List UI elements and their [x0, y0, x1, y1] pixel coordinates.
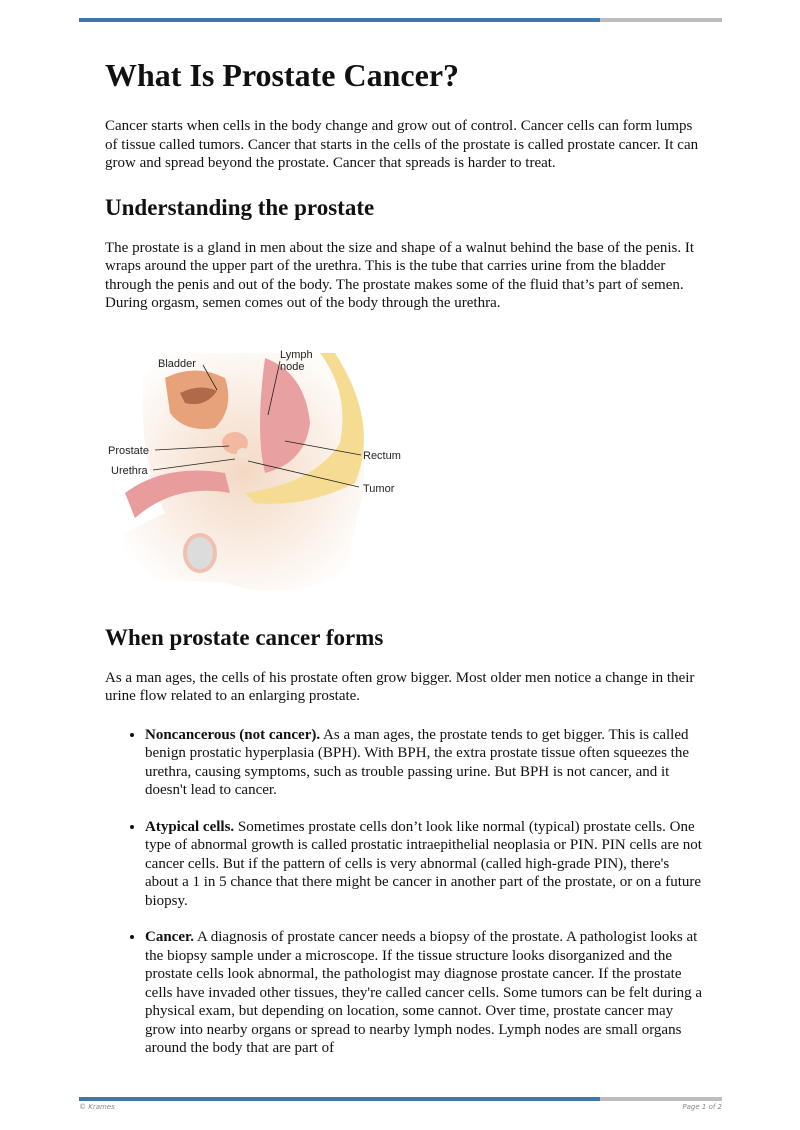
label-urethra: Urethra	[111, 464, 148, 477]
intro-paragraph: Cancer starts when cells in the body change and grow out of control. Cancer cells can form lumps of tissue called tumors. Cancer that starts in the cells of the prostate is called prostate cancer. It can grow and spread beyond the prostate. Cancer that spreads is harder to treat.	[105, 118, 699, 171]
list-item-term: Cancer.	[145, 929, 195, 945]
page-title: What Is Prostate Cancer?	[105, 57, 460, 93]
footer-page-number: Page 1 of 2	[682, 1103, 722, 1111]
list-item-term: Noncancerous (not cancer).	[145, 726, 321, 743]
label-prostate: Prostate	[108, 444, 149, 457]
top-progress-fill	[79, 18, 600, 22]
section-paragraph-understanding: The prostate is a gland in men about the size and shape of a walnut behind the base of the penis. It wraps around the upper part of the urethra. This is the tube that carries urine from the bladder through the penis and out of the body. The prostate makes some of the fluid that’s part of semen. During orgasm, semen comes out of the body through the urethra.	[105, 239, 694, 311]
section-paragraph-when-forms: As a man ages, the cells of his prostate often grow bigger. Most older men notice a change in their urine flow related to an enlarging prostate.	[105, 669, 695, 704]
list-item-atypical	[145, 818, 705, 911]
list-item-cancer	[145, 928, 705, 1058]
anatomy-svg	[105, 333, 405, 603]
section-heading-when-forms: When prostate cancer forms	[105, 624, 384, 650]
label-lymph: Lymph	[280, 348, 313, 361]
testis-shape	[185, 535, 215, 571]
list-item-text: A diagnosis of prostate cancer needs a biopsy of the prostate. A pathologist looks at the biopsy sample under a microscope. If the tissue structure looks disorganized and the prostate cells look abnormal, the pathologist may diagnose prostate cancer. If the prostate cells have invaded other tissues, they're called cancer cells. Some tumors can be felt during a physical exam, but depending on location, some cannot. Over time, prostate cancer may grow into nearby organs or spread to nearby lymph nodes. Lymph nodes are small organs around the body that are part of	[145, 929, 703, 1056]
top-progress-bar	[79, 18, 722, 22]
list-item-text: Sometimes prostate cells don’t look like normal (typical) prostate cells. One type of abnormal growth is called prostatic intraepithelial neoplasia or PIN. PIN cells are not cancer cells. But if the pattern of cells is very abnormal (called high-grade PIN), there's about a 1 in 5 chance that there might be cancer in another part of the prostate, or on a future biopsy.	[145, 818, 702, 909]
list-item-text: As a man ages, the prostate tends to get bigger. This is called benign prostatic hyperplasia (BPH). With BPH, the extra prostate tissue often squeezes the urethra, causing symptoms, such as trouble passing urine. But BPH is not cancer, and it doesn't lead to cancer.	[145, 726, 689, 798]
bottom-progress-bar	[79, 1097, 722, 1101]
footer-copyright: © Krames	[79, 1103, 115, 1111]
label-bladder: Bladder	[158, 357, 196, 370]
cell-types-list	[105, 726, 705, 1058]
section-heading-understanding: Understanding the prostate	[105, 194, 375, 220]
list-item-term: Atypical cells.	[145, 818, 235, 835]
list-item-noncancerous	[145, 726, 705, 800]
label-tumor: Tumor	[363, 482, 395, 495]
label-node: node	[280, 360, 305, 373]
bottom-progress-fill	[79, 1097, 600, 1101]
label-rectum: Rectum	[363, 449, 401, 462]
prostate-anatomy-illustration	[105, 333, 405, 603]
document-content	[105, 55, 705, 1076]
tumor-shape	[237, 448, 249, 458]
